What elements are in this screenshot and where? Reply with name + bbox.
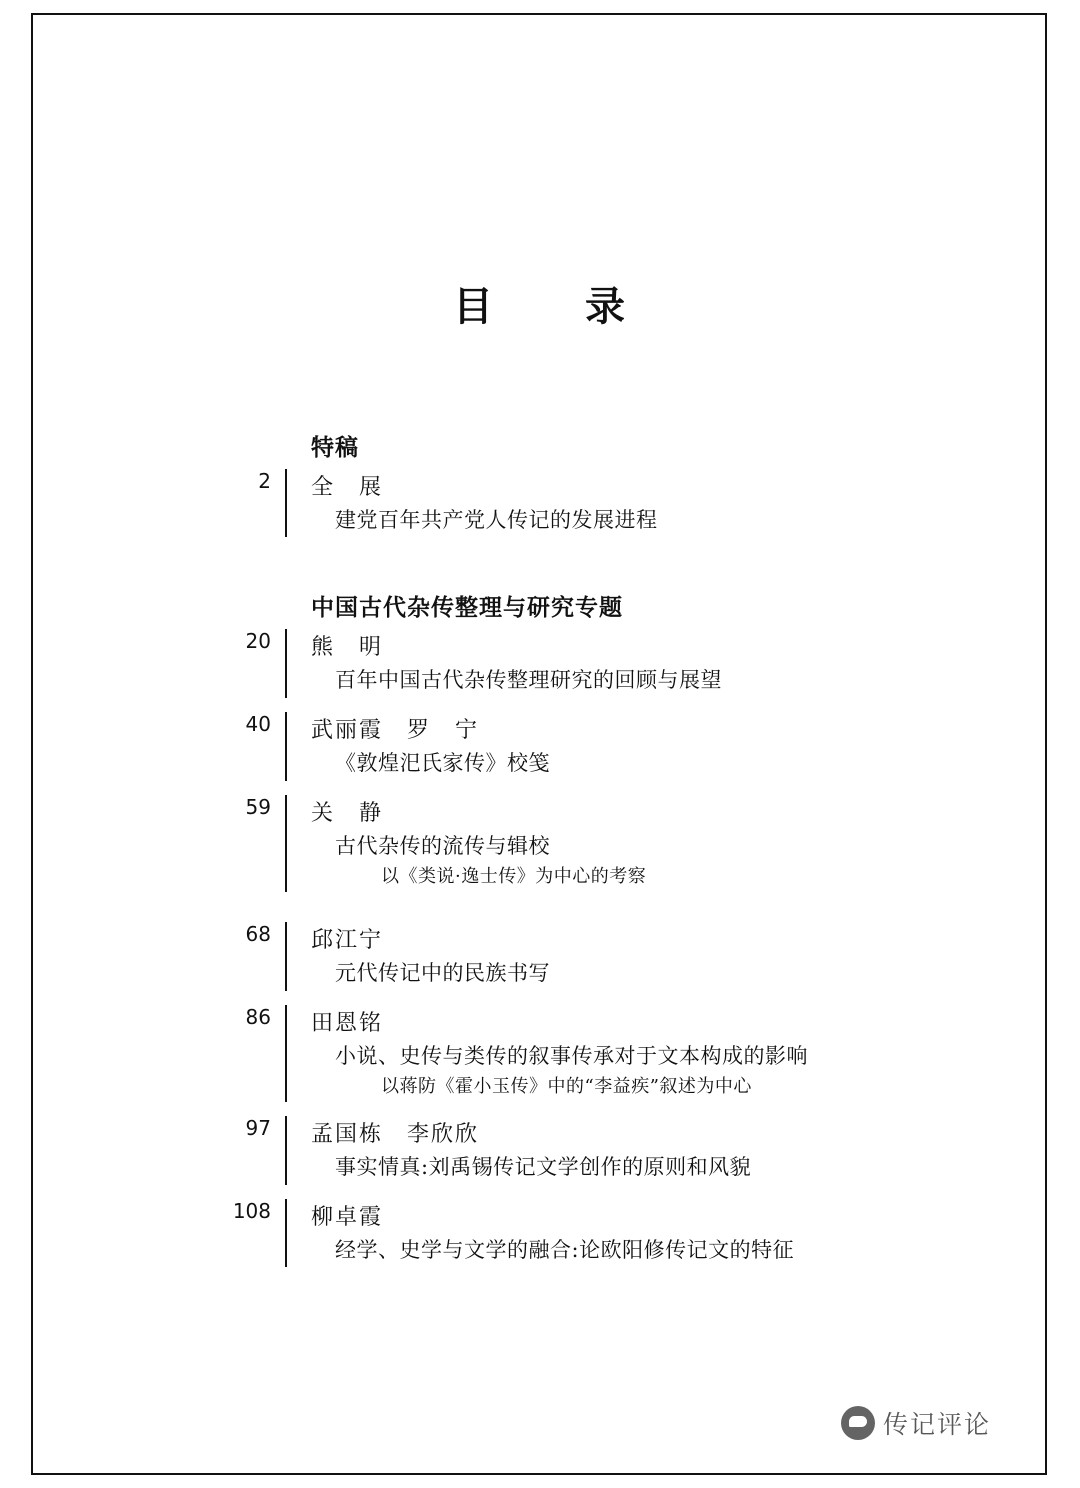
entry-content	[285, 1116, 973, 1185]
entry-author: 武丽霞 罗 宁	[311, 717, 480, 743]
entry-spacer	[213, 892, 973, 922]
entry-article-title: 经学、史学与文学的融合:论欧阳修传记文的特征	[335, 1237, 795, 1262]
toc-entry[interactable]	[213, 1005, 973, 1102]
entry-spacer	[213, 781, 973, 795]
section-heading-content	[285, 593, 973, 629]
section-spacer	[213, 537, 973, 593]
entry-page-number: 97	[245, 1115, 271, 1140]
entry-subtitle: 以蒋防《霍小玉传》中的“李益疾”叙述为中心	[381, 1076, 752, 1098]
entry-page-number: 20	[245, 629, 271, 654]
entry-author: 关 静	[311, 800, 384, 826]
entry-spacer	[213, 1102, 973, 1116]
section-heading: 特稿	[311, 434, 359, 461]
entry-page-number: 2	[258, 468, 271, 493]
entry-page-number: 59	[245, 794, 271, 819]
entry-content	[285, 795, 973, 892]
entry-spacer	[213, 1185, 973, 1199]
entry-author: 熊 明	[311, 635, 384, 661]
toc-entry[interactable]	[213, 1199, 973, 1268]
entry-article-title: 事实情真:刘禹锡传记文学创作的原则和风貌	[335, 1154, 752, 1179]
entry-content	[285, 1199, 973, 1268]
entry-content	[285, 1005, 973, 1102]
entry-content	[285, 712, 973, 781]
entry-article-title: 元代传记中的民族书写	[335, 960, 550, 985]
chat-bubble-icon	[841, 1406, 875, 1440]
entry-spacer	[213, 698, 973, 712]
page-content	[31, 13, 1047, 1475]
watermark-label: 传记评论	[882, 1410, 991, 1439]
watermark-logo	[841, 1405, 991, 1441]
entry-article-title: 建党百年共产党人传记的发展进程	[335, 507, 658, 532]
entry-spacer	[213, 991, 973, 1005]
section-heading: 中国古代杂传整理与研究专题	[311, 594, 623, 622]
toc-entry[interactable]	[213, 1116, 973, 1185]
toc-entry[interactable]	[213, 712, 973, 781]
toc-entry[interactable]	[213, 469, 973, 538]
entry-author: 全 展	[311, 474, 384, 500]
section-heading-row	[213, 593, 973, 629]
section-heading-row	[213, 433, 973, 469]
entry-subtitle: 以《类说·逸士传》为中心的考察	[381, 866, 647, 888]
section-heading-content	[285, 433, 973, 469]
toc-entry[interactable]	[213, 795, 973, 892]
entry-content	[285, 922, 973, 991]
entry-author: 柳卓霞	[311, 1204, 384, 1230]
entry-author: 邱江宁	[311, 927, 384, 953]
entry-article-title: 百年中国古代杂传整理研究的回顾与展望	[335, 668, 722, 693]
entry-page-number: 40	[245, 711, 271, 736]
entry-author: 田恩铭	[311, 1010, 384, 1036]
page-title: 目 录	[453, 283, 651, 330]
entry-content	[285, 469, 973, 538]
entry-author: 孟国栋 李欣欣	[311, 1121, 480, 1147]
entry-page-number: 86	[245, 1004, 271, 1029]
table-of-contents	[213, 433, 973, 1267]
entry-article-title: 小说、史传与类传的叙事传承对于文本构成的影响	[335, 1043, 808, 1068]
entry-article-title: 《敦煌汜氏家传》校笺	[335, 750, 550, 775]
entry-page-number: 108	[232, 1198, 271, 1223]
entry-article-title: 古代杂传的流传与辑校	[335, 833, 550, 858]
toc-entry[interactable]	[213, 629, 973, 698]
entry-page-number: 68	[245, 921, 271, 946]
entry-content	[285, 629, 973, 698]
toc-entry[interactable]	[213, 922, 973, 991]
